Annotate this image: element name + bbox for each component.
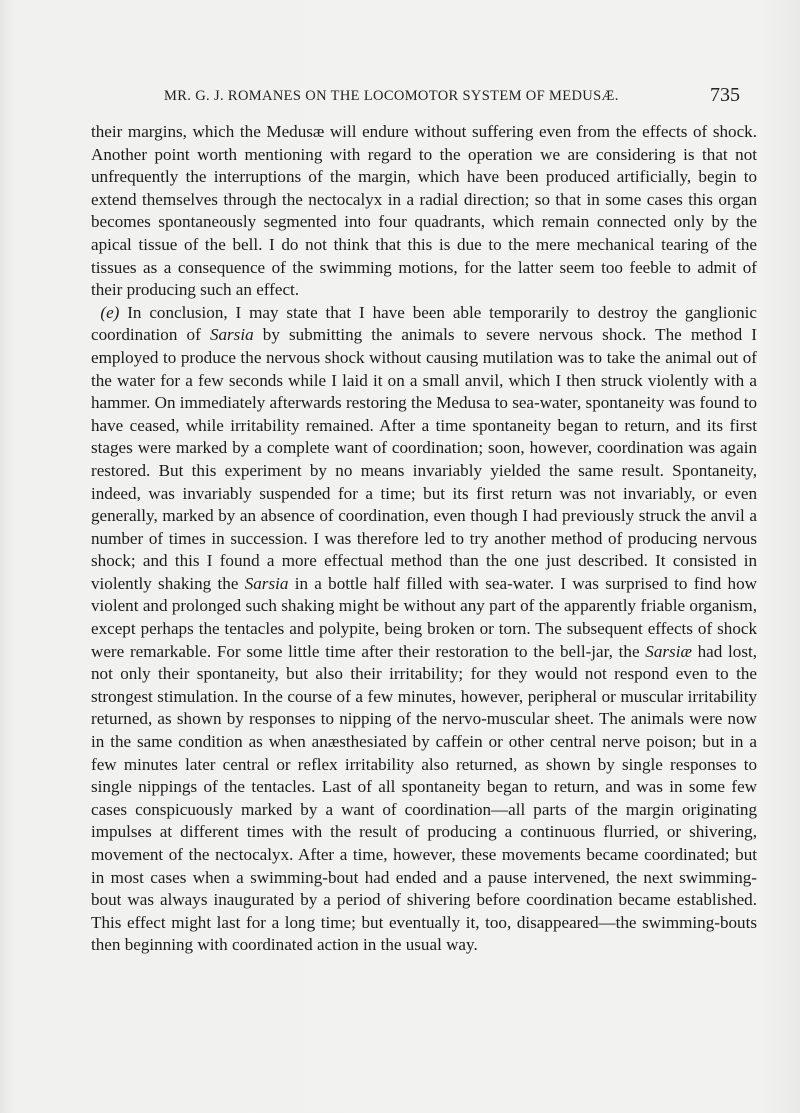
paragraph-1-text: their margins, which the Medusæ will endure without suffering even from the effects of shock. Another point worth mentioning with regard to the operation we are considering is that not unfrequently the interruptions of the margin, which have been produced artificially, begin to extend themselves through the nectocalyx in a radial direction; so that in some cases this organ becomes spontaneously segmented into four quadrants, which remain connected only by the apical tissue of the bell. I do not think that this is due to the mere mechanical tearing of the tissues as a consequence of the swimming motions, for the latter seem too feeble to admit of their producing such an effect. [91,122,757,300]
italic-term-sarsiae: Sarsiæ [645,641,692,661]
paragraph-label: (e) [100,302,120,322]
paragraph-1 [91,121,757,302]
paragraph-2-text-2: by submitting the animals to severe nervous shock. The method I employed to produce the nervous shock without causing mutilation was to take the animal out of the water for a few seconds while I laid it on a small anvil, which I then struck violently with a hammer. On immediately afterwards restoring the Medusa to sea-water, spontaneity was found to have ceased, while irritability remained. After a time spontaneity began to return, and its first stages were marked by a complete want of coordination; soon, however, coordination was again restored. But this experiment by no means invariably yielded the same result. Spontaneity, indeed, was invariably suspended for a time; but its first return was not invariably, or even generally, marked by an absence of coordination, even though I had previously struck the anvil a number of times in succession. I was therefore led to try another method of producing nervous shock; and this I found a more effectual method than the one just described. It consisted in violently shaking the [91,325,757,593]
paragraph-2-text-1: In conclusion, I may state that I have been able temporarily to destroy the ganglionic coordination of [91,302,757,345]
body-text [91,121,757,957]
paragraph-2-text-3: in a bottle half filled with sea-water. I was surprised to find how violent and prolonged such shaking might be without any part of the apparently friable organism, except perhaps the tentacles and polypite, being broken or torn. The subsequent effects of shock were remarkable. For some little time after their restoration to the bell-jar, the [91,573,757,661]
paragraph-2 [91,302,757,957]
italic-term-sarsia-2: Sarsia [244,573,289,593]
running-head: MR. G. J. ROMANES ON THE LOCOMOTOR SYSTEM OF MEDUSÆ. [164,88,619,104]
page-header [94,84,740,114]
paragraph-2-text-4: had lost, not only their spontaneity, but also their irritability; for they would not respond even to the strongest stimulation. In the course of a few minutes, however, peripheral or muscular irritability returned, as shown by responses to nipping of the nervo-muscular sheet. The animals were now in the same condition as when anæsthesiated by caffein or other central nerve poison; but in a few minutes later central or reflex irritability also returned, as shown by single responses to single nippings of the tentacles. Last of all spontaneity began to return, and was in some few cases conspicuously marked by a want of coordination—all parts of the margin originating impulses at different times with the result of producing a continuous flurried, or shivering, movement of the nectocalyx. After a time, however, these movements became coordinated; but in most cases when a swimming-bout had ended and a pause intervened, the next swimming-bout was always inaugurated by a period of shivering before coordination became established. This effect might last for a long time; but eventually it, too, disappeared—the swimming-bouts then beginning with coordinated action in the usual way. [91,641,757,955]
italic-term-sarsia: Sarsia [209,325,254,345]
page-number: 735 [710,84,740,106]
